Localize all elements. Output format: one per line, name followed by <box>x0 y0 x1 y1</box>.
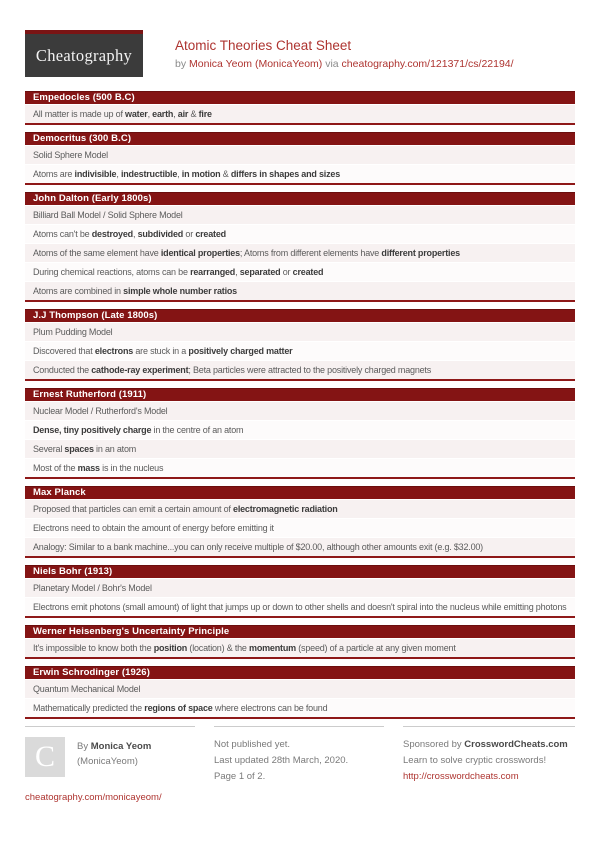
fact-text: , <box>116 169 121 179</box>
fact-bold-text: air <box>177 109 189 119</box>
fact-text: , <box>173 109 178 119</box>
fact-bold-text: water <box>125 109 148 119</box>
sponsor-label: Sponsored by <box>403 739 465 750</box>
fact-row <box>25 578 575 597</box>
fact-bold-text: electromagnetic radiation <box>233 504 338 514</box>
section-header: Empedocles (500 B.C) <box>25 91 575 104</box>
fact-text: Analogy: Similar to a bank machine...you can only receive multiple of $20.00, although other amounts exit (e.g. $32.00) <box>33 542 483 552</box>
fact-bold-text: rearranged <box>190 267 236 277</box>
fact-text: (speed) of a particle at any given moment <box>295 643 456 653</box>
fact-row <box>25 638 575 657</box>
status-published: Not published yet. <box>214 739 291 750</box>
author-link[interactable]: Monica Yeom (MonicaYeom) <box>189 58 323 70</box>
fact-bold-text: fire <box>198 109 212 119</box>
fact-text: & <box>188 109 199 119</box>
author-handle: (MonicaYeom) <box>77 756 138 767</box>
sponsor-name: CrosswordCheats.com <box>464 739 568 750</box>
byline <box>175 57 514 71</box>
fact-text: , <box>177 169 182 179</box>
profile-link[interactable]: cheatography.com/monicayeom/ <box>25 792 162 803</box>
page-title: Atomic Theories Cheat Sheet <box>175 38 352 53</box>
fact-bold-text: created <box>292 267 324 277</box>
fact-text: Several <box>33 444 65 454</box>
fact-row <box>25 458 575 477</box>
fact-row <box>25 224 575 243</box>
fact-text: Solid Sphere Model <box>33 150 108 160</box>
section <box>25 91 575 125</box>
fact-row <box>25 205 575 224</box>
fact-bold-text: cathode-ray experiment <box>91 365 189 375</box>
fact-text: Atoms are combined in <box>33 286 124 296</box>
fact-text: & <box>220 169 231 179</box>
byline-via: via <box>322 58 342 70</box>
status-updated: Last updated 28th March, 2020. <box>214 755 349 766</box>
fact-text: or <box>280 267 293 277</box>
fact-text: ; Atoms from different elements have <box>239 248 382 258</box>
fact-bold-text: spaces <box>64 444 94 454</box>
fact-bold-text: indestructible <box>120 169 178 179</box>
fact-bold-text: electrons <box>94 346 134 356</box>
author-lines <box>77 737 151 777</box>
fact-bold-text: momentum <box>249 643 296 653</box>
fact-text: Proposed that particles can emit a certain amount of <box>33 504 234 514</box>
section <box>25 132 575 185</box>
sheet-url-link[interactable]: cheatography.com/121371/cs/22194/ <box>341 58 514 70</box>
section <box>25 388 575 479</box>
fact-bold-text: in motion <box>181 169 221 179</box>
fact-bold-text: regions of space <box>144 703 213 713</box>
fact-text: , <box>147 109 153 119</box>
fact-text: During chemical reactions, atoms can be <box>33 267 191 277</box>
fact-row <box>25 518 575 537</box>
fact-text: , <box>235 267 240 277</box>
avatar <box>25 737 65 777</box>
footer-sponsor-column <box>403 726 575 806</box>
fact-row <box>25 597 575 616</box>
fact-text: Billiard Ball Model / Solid Sphere Model <box>33 210 183 220</box>
fact-text: Atoms can't be <box>33 229 92 239</box>
fact-text: It's impossible to know both the <box>33 643 154 653</box>
fact-row <box>25 104 575 123</box>
fact-row <box>25 243 575 262</box>
fact-row <box>25 164 575 183</box>
fact-text: (location) & the <box>187 643 250 653</box>
fact-row <box>25 698 575 717</box>
fact-row <box>25 679 575 698</box>
avatar-letter: C <box>34 740 55 773</box>
title-block <box>175 30 514 71</box>
footer-status-column <box>214 726 384 806</box>
fact-text: Electrons emit photons (small amount) of light that jumps up or down to other shells and doesn't spiral into the nucleus while emitting photons <box>33 602 567 612</box>
fact-text: in an atom <box>93 444 137 454</box>
fact-text: Conducted the <box>33 365 92 375</box>
fact-bold-text: indivisible <box>74 169 117 179</box>
author-box <box>25 737 195 777</box>
section <box>25 486 575 558</box>
section-header: Max Planck <box>25 486 575 499</box>
section-header: John Dalton (Early 1800s) <box>25 192 575 205</box>
fact-bold-text: identical properties <box>160 248 240 258</box>
fact-bold-text: mass <box>77 463 100 473</box>
fact-bold-text: separated <box>239 267 281 277</box>
section <box>25 309 575 381</box>
fact-text: Most of the <box>33 463 78 473</box>
fact-text: All matter is made up of <box>33 109 126 119</box>
fact-bold-text: destroyed <box>91 229 133 239</box>
fact-bold-text: different properties <box>381 248 460 258</box>
fact-bold-text: simple whole number ratios <box>123 286 237 296</box>
status-page-number: Page 1 of 2. <box>214 771 266 782</box>
fact-text: Quantum Mechanical Model <box>33 684 141 694</box>
footer-author-column <box>25 726 195 806</box>
fact-bold-text: subdivided <box>137 229 184 239</box>
section-header: Ernest Rutherford (1911) <box>25 388 575 401</box>
fact-text: in the centre of an atom <box>151 425 244 435</box>
cheatography-logo <box>25 30 143 77</box>
fact-row <box>25 145 575 164</box>
sponsor-link[interactable]: http://crosswordcheats.com <box>403 771 519 782</box>
fact-text: , <box>132 229 138 239</box>
fact-row <box>25 401 575 420</box>
masthead <box>25 30 575 77</box>
fact-bold-text: earth <box>152 109 174 119</box>
author-name: Monica Yeom <box>90 741 152 752</box>
by-label: By <box>77 741 91 752</box>
fact-row <box>25 322 575 341</box>
fact-bold-text: position <box>153 643 188 653</box>
fact-bold-text: Dense, tiny positively charge <box>33 425 152 435</box>
fact-bold-text: positively charged matter <box>188 346 293 356</box>
fact-text: Planetary Model / Bohr's Model <box>33 583 152 593</box>
fact-text: Discovered that <box>33 346 95 356</box>
fact-text: or <box>183 229 196 239</box>
fact-bold-text: differs in shapes and sizes <box>230 169 341 179</box>
fact-text: where electrons can be found <box>212 703 328 713</box>
byline-by: by <box>175 58 190 70</box>
fact-row <box>25 360 575 379</box>
fact-text: are stuck in a <box>133 346 189 356</box>
section-header: Werner Heisenberg's Uncertainty Principle <box>25 625 575 638</box>
section-header: Democritus (300 B.C) <box>25 132 575 145</box>
fact-text: Electrons need to obtain the amount of energy before emitting it <box>33 523 274 533</box>
section-header: Erwin Schrodinger (1926) <box>25 666 575 679</box>
sections <box>25 91 575 719</box>
fact-row <box>25 281 575 300</box>
fact-row <box>25 420 575 439</box>
fact-row <box>25 341 575 360</box>
fact-row <box>25 439 575 458</box>
fact-bold-text: created <box>195 229 226 239</box>
sponsor-tagline: Learn to solve cryptic crosswords! <box>403 755 547 766</box>
fact-text: Atoms are <box>33 169 75 179</box>
section <box>25 192 575 302</box>
fact-row <box>25 537 575 556</box>
fact-row <box>25 262 575 281</box>
fact-text: ; Beta particles were attracted to the positively charged magnets <box>188 365 432 375</box>
section-header: J.J Thompson (Late 1800s) <box>25 309 575 322</box>
footer <box>25 726 575 806</box>
fact-text: Plum Pudding Model <box>33 327 113 337</box>
fact-text: Atoms of the same element have <box>33 248 161 258</box>
logo-text: Cheatography <box>35 45 133 65</box>
fact-text: Nuclear Model / Rutherford's Model <box>33 406 168 416</box>
fact-text: is in the nucleus <box>99 463 164 473</box>
section <box>25 565 575 618</box>
section <box>25 625 575 659</box>
section-header: Niels Bohr (1913) <box>25 565 575 578</box>
fact-row <box>25 499 575 518</box>
fact-text: Mathematically predicted the <box>33 703 145 713</box>
section <box>25 666 575 719</box>
